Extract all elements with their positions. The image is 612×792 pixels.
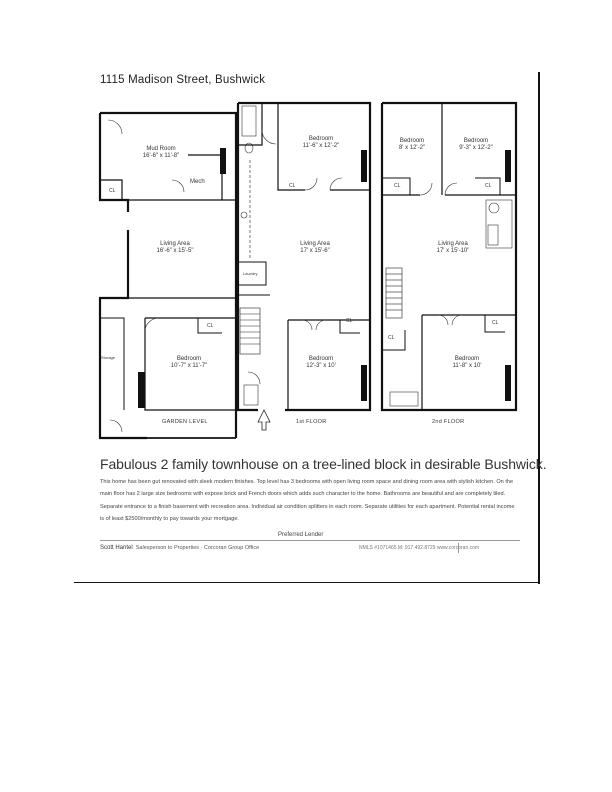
second-bedroom-bottom-label: Bedroom 11'-8" x 10' [452, 356, 482, 369]
description: This home has been gut renovated with sleek modern finishes. Top level has 3 bedrooms with open living room space and dining room area with stylish kitchen. On the main floor has 2 large size bedrooms with expose brick and French doors which adds such character to the home. Bathrooms are beautiful and are completely tiled. Separate entrance to a finish basement with recreation area. Individual air condition splitters in each room. Separate utilities for each apartment. Potential rental income is of least $2500/monthly to pay towards your mortgage. [100, 479, 515, 522]
first-bedroom-bottom-label: Bedroom 12'-3" x 10' [306, 356, 336, 369]
first-laundry-label: Laundry [243, 271, 258, 276]
footer-agent [100, 545, 259, 551]
first-bedroom-top-label: Bedroom 11'-6" x 12'-2" [302, 136, 340, 149]
footer-contact: NMLS #1071465 M: 917.492.8729 www.corcoran.com [359, 545, 480, 551]
second-closet-2: CL [485, 183, 492, 189]
second-closet-3: CL [388, 335, 395, 341]
garden-level-label: GARDEN LEVEL [162, 419, 208, 425]
second-closet-4: CL [492, 320, 499, 326]
agent-name: Scott Hantel [100, 545, 133, 551]
second-living-label: Living Area 17' x 15'-10" [436, 241, 470, 254]
second-bedroom-right-label: Bedroom 9'-3" x 12'-2" [459, 138, 493, 151]
headline: Fabulous 2 family townhouse on a tree-lined block in desirable Bushwick. [100, 456, 547, 472]
garden-living-label: Living Area 16'-6" x 15'-5" [156, 241, 194, 254]
first-closet-2: CL [346, 318, 353, 324]
garden-outline [100, 113, 236, 438]
first-closet-1: CL [289, 183, 296, 189]
garden-side-label: Storage [101, 355, 116, 360]
second-closet-1: CL [394, 183, 401, 189]
agent-details: Salesperson to Properties · Corcoran Group Office [135, 545, 260, 551]
preferred-lender: Preferred Lender [278, 532, 324, 538]
footer-divider [100, 540, 520, 541]
listing-title: 1115 Madison Street, Bushwick [100, 74, 266, 86]
garden-closet-2: CL [207, 323, 214, 329]
second-floor-label: 2nd FLOOR [432, 419, 465, 425]
second-bedroom-left-label: Bedroom 8' x 12'-2" [398, 138, 426, 151]
garden-closet-1: CL [109, 188, 116, 194]
first-living-label: Living Area 17' x 15'-6" [300, 241, 330, 254]
first-floor-label: 1st FLOOR [296, 419, 327, 425]
garden-mech-label: Mech [190, 179, 205, 185]
entry-arrow-icon [258, 410, 270, 430]
garden-bedroom-label: Bedroom 10'-7" x 11'-7" [170, 356, 208, 369]
garden-mudroom-label: Mud Room 16'-6" x 11'-8" [142, 146, 180, 159]
